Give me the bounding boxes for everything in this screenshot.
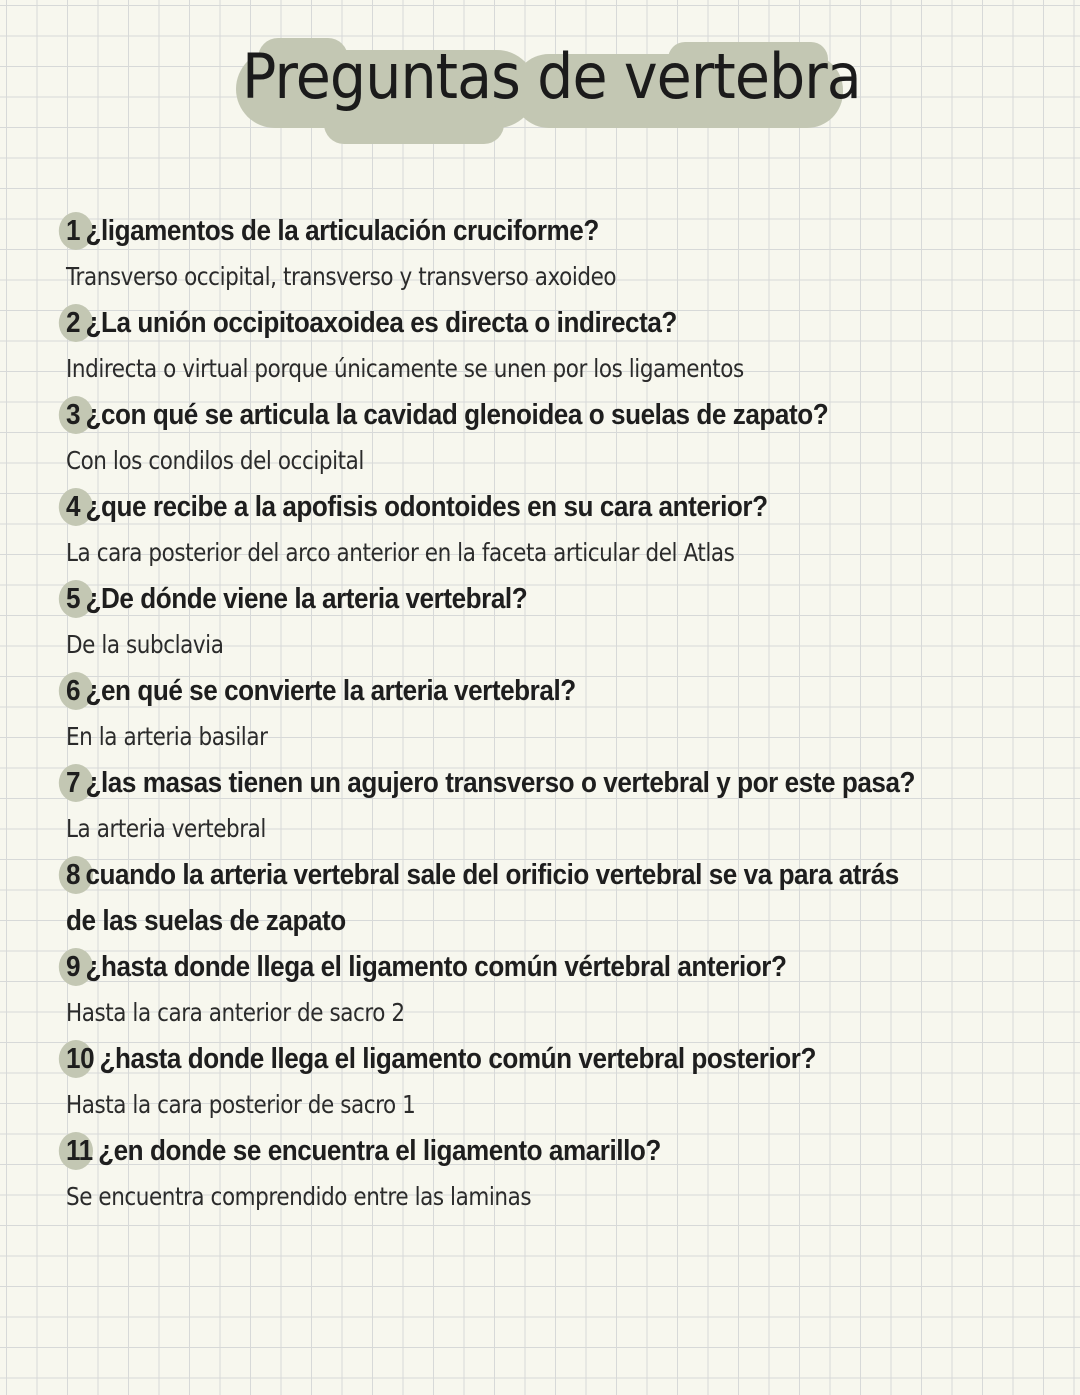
question-text: ¿De dónde viene la arteria vertebral?: [85, 583, 528, 615]
page-title: Preguntas de vertebra: [242, 40, 861, 113]
question-text: ¿ligamentos de la articulación cruciforme?: [85, 215, 599, 247]
question-7: [66, 760, 916, 806]
question-number: 5: [66, 576, 80, 622]
answer-2: Indirecta o virtual porque únicamente se unen por los ligamentos: [66, 354, 744, 383]
question-number: 1: [66, 208, 80, 254]
answer-10: Hasta la cara posterior de sacro 1: [66, 1090, 416, 1119]
question-4: [66, 484, 876, 530]
answer-7: La arteria vertebral: [66, 814, 266, 843]
question-11: [66, 1128, 876, 1174]
question-text: ¿que recibe a la apofisis odontoides en su cara anterior?: [85, 491, 768, 523]
question-number: 7: [66, 760, 80, 806]
question-list: [66, 208, 966, 1220]
question-3: [66, 392, 876, 438]
question-2: [66, 300, 876, 346]
question-number: 8: [66, 852, 80, 898]
answer-3: Con los condilos del occipital: [66, 446, 364, 475]
question-number: 3: [66, 392, 80, 438]
question-10: [66, 1036, 876, 1082]
question-text: cuando la arteria vertebral sale del orificio vertebral se va para atrás de las suelas de zapato: [66, 859, 899, 937]
answer-11: Se encuentra comprendido entre las laminas: [66, 1182, 532, 1211]
question-text: ¿en qué se convierte la arteria vertebral?: [85, 675, 576, 707]
question-text: ¿La unión occipitoaxoidea es directa o indirecta?: [85, 307, 677, 339]
answer-6: En la arteria basilar: [66, 722, 268, 751]
answer-4: La cara posterior del arco anterior en la faceta articular del Atlas: [66, 538, 735, 567]
title-highlight: [228, 30, 861, 142]
question-5: [66, 576, 876, 622]
question-number: 11: [66, 1128, 93, 1174]
question-9: [66, 944, 876, 990]
question-text: ¿con qué se articula la cavidad glenoidea o suelas de zapato?: [85, 399, 829, 431]
question-text: ¿hasta donde llega el ligamento común vertebral posterior?: [99, 1043, 816, 1075]
question-6: [66, 668, 876, 714]
question-text: ¿hasta donde llega el ligamento común vértebral anterior?: [85, 951, 787, 983]
question-number: 9: [66, 944, 80, 990]
question-number: 10: [66, 1036, 94, 1082]
question-text: ¿en donde se encuentra el ligamento amarillo?: [98, 1135, 661, 1167]
answer-5: De la subclavia: [66, 630, 224, 659]
question-text: ¿las masas tienen un agujero transverso o vertebral y por este pasa?: [85, 767, 916, 799]
question-number: 4: [66, 484, 80, 530]
question-1: [66, 208, 876, 254]
question-number: 6: [66, 668, 80, 714]
answer-1: Transverso occipital, transverso y transverso axoideo: [66, 262, 617, 291]
answer-9: Hasta la cara anterior de sacro 2: [66, 998, 405, 1027]
question-number: 2: [66, 300, 80, 346]
question-8: [66, 852, 930, 944]
